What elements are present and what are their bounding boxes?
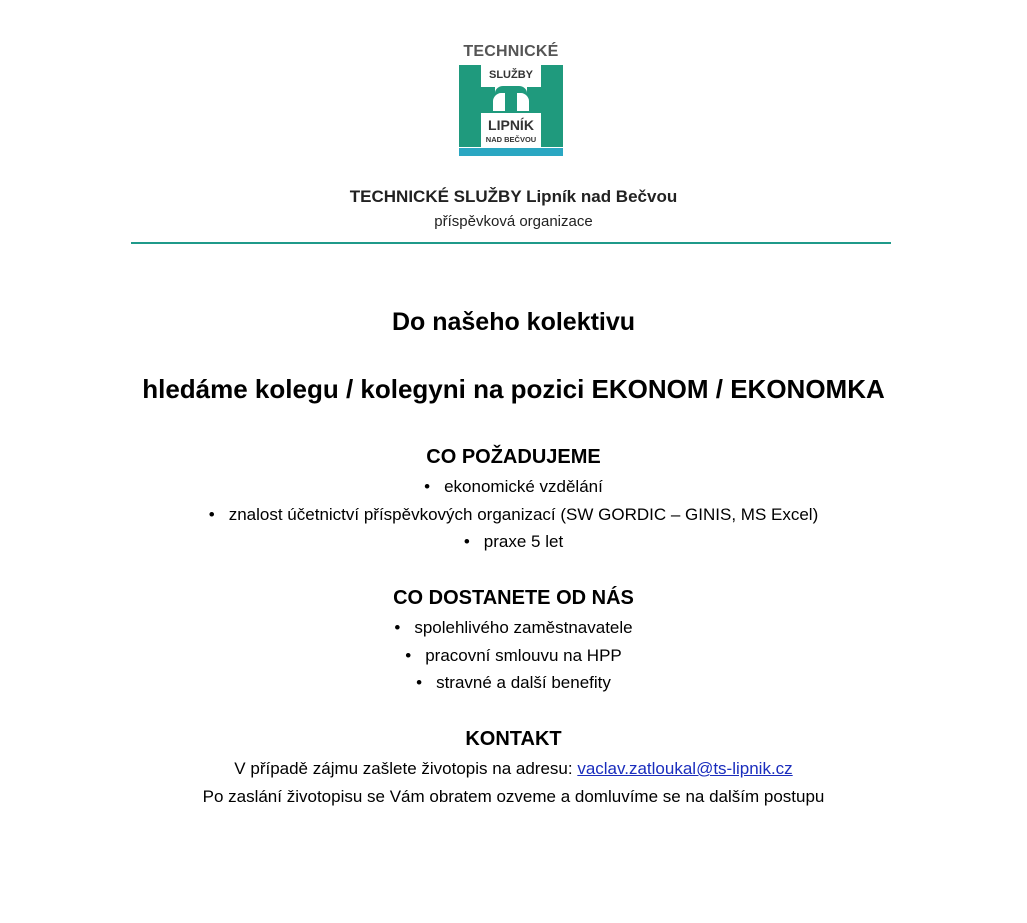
- headline-position: hledáme kolegu / kolegyni na pozici EKONOM / EKONOMKA: [142, 374, 885, 404]
- logo-bottom-text: LIPNÍK: [488, 117, 534, 133]
- bullet-icon: •: [463, 532, 470, 551]
- headline-team: Do našeho kolektivu: [391, 308, 636, 336]
- list-item: [0, 528, 1027, 556]
- organization-name: TECHNICKÉ SLUŽBY Lipník nad Bečvou: [349, 187, 678, 206]
- company-logo: [459, 42, 563, 156]
- contact-line-email: [0, 755, 1027, 783]
- organization-subtitle: příspěvková organizace: [434, 213, 593, 230]
- requirements-title: CO POŽADUJEME: [426, 446, 601, 468]
- bullet-icon: •: [405, 645, 412, 665]
- offer-list: [0, 614, 1027, 697]
- contact-prefix-text: V případě zájmu zašlete životopis na adresu:: [234, 759, 578, 778]
- logo-bar: [459, 148, 563, 156]
- logo-middle-text: SLUŽBY: [489, 69, 533, 81]
- bullet-icon: •: [208, 504, 215, 524]
- logo-top-text: TECHNICKÉ: [463, 43, 559, 60]
- contact-title: KONTAKT: [465, 728, 562, 750]
- offer-title: CO DOSTANETE OD NÁS: [393, 587, 634, 609]
- requirements-list: [0, 473, 1027, 556]
- bullet-icon: •: [394, 618, 401, 637]
- requirement-text: znalost účetnictví příspěvkových organizací (SW GORDIC – GINIS, MS Excel): [228, 504, 819, 524]
- bullet-icon: •: [416, 673, 423, 692]
- list-item: [0, 501, 1027, 529]
- offer-text: spolehlivého zaměstnavatele: [414, 618, 633, 637]
- city-gate-logo-icon: [459, 65, 563, 147]
- logo-bottom-sub-text: NAD BEČVOU: [485, 135, 537, 144]
- offer-text: pracovní smlouvu na HPP: [425, 645, 622, 665]
- list-item: [0, 614, 1027, 642]
- bullet-icon: •: [424, 477, 431, 496]
- offer-text: stravné a další benefity: [436, 673, 611, 692]
- header-divider: [131, 242, 891, 244]
- contact-line-followup: Po zaslání životopisu se Vám obratem ozveme a domluvíme se na dalším postupu: [202, 787, 825, 806]
- list-item: [0, 669, 1027, 697]
- requirement-text: praxe 5 let: [483, 532, 564, 551]
- requirement-text: ekonomické vzdělání: [444, 477, 603, 496]
- list-item: [0, 642, 1027, 670]
- list-item: [0, 473, 1027, 501]
- email-link[interactable]: vaclav.zatloukal@ts-lipnik.cz: [577, 759, 793, 778]
